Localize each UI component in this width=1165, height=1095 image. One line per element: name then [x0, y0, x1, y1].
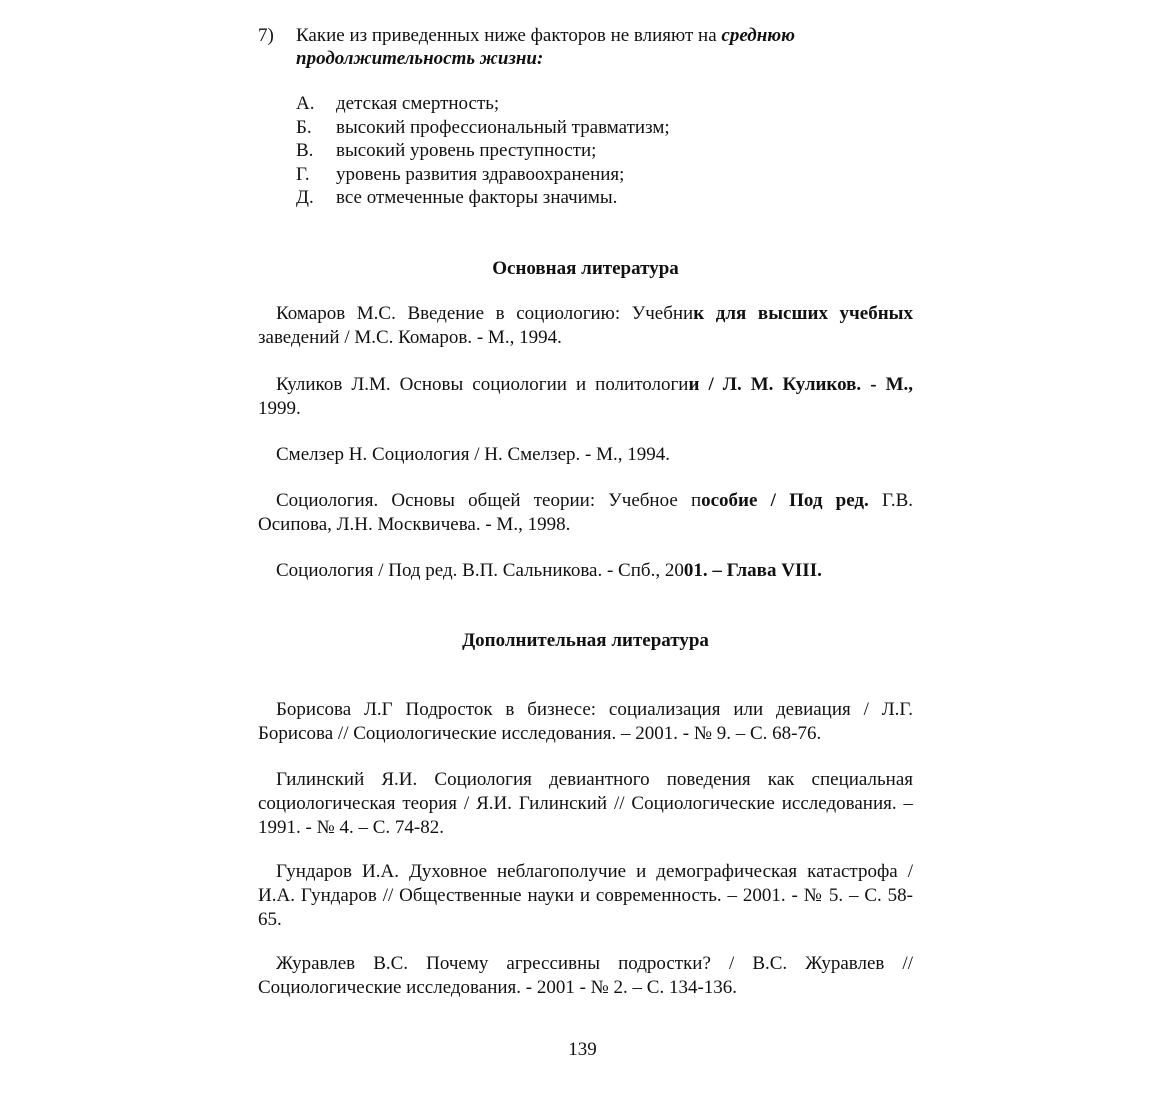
main-reference	[258, 559, 913, 583]
answer-options	[296, 92, 670, 210]
answer-option	[296, 139, 670, 163]
additional-reference: Гундаров И.А. Духовное неблагополучие и демографическая катастрофа / И.А. Гундаров // Общественные науки и современность. – 2001. - № 5. – С. 58-65.	[258, 861, 913, 930]
option-letter: В.	[296, 140, 314, 161]
reference-text: Комаров М.С. Введение в социологию: Учебни	[276, 303, 694, 324]
option-letter: Г.	[296, 163, 310, 185]
answer-option	[296, 163, 670, 187]
option-letter: А.	[296, 93, 315, 114]
main-reference	[258, 443, 913, 467]
main-reference	[258, 302, 913, 350]
main-reference	[258, 373, 913, 421]
question-colon: :	[536, 48, 544, 69]
main-literature-heading: Основная литература	[492, 258, 679, 279]
additional-reference: Борисова Л.Г Подросток в бизнесе: социализация или девиация / Л.Г. Борисова // Социологические исследования. – 2001. - № 9. – С. 68-76.	[258, 699, 913, 744]
reference-bold-text: и / Л. М. Куликов. - М.,	[688, 374, 914, 395]
question-emphasis: среднюю продолжительность жизни	[296, 25, 796, 69]
answer-option	[296, 92, 670, 116]
option-text: высокий уровень преступности;	[336, 140, 597, 161]
additional-literature-heading: Дополнительная литература	[462, 630, 709, 651]
main-reference	[258, 489, 913, 537]
reference-tail-text: Г.В. Осипова, Л.Н. Москвичева. - М., 1998.	[258, 490, 913, 535]
answer-option	[296, 116, 670, 140]
option-letter: Д.	[296, 187, 314, 208]
reference-text: Куликов Л.М. Основы социологии и политологи	[276, 374, 689, 395]
answer-option	[296, 186, 670, 210]
reference-tail-text: 1999.	[258, 398, 301, 419]
option-letter: Б.	[296, 116, 312, 138]
question-text	[296, 24, 913, 70]
option-text: уровень развития здравоохранения;	[336, 163, 625, 185]
question-7	[258, 24, 913, 70]
page-number: 139	[568, 1039, 597, 1060]
option-text: все отмеченные факторы значимы.	[336, 187, 618, 208]
reference-bold-text: особие / Под ред.	[701, 490, 869, 511]
reference-text: Смелзер Н. Социология / Н. Смелзер. - М., 1994.	[276, 444, 670, 465]
reference-text: Социология / Под ред. В.П. Сальникова. - Спб., 20	[276, 560, 684, 581]
question-text-start: Какие из приведенных ниже факторов не влияют на	[296, 25, 722, 46]
option-text: высокий профессиональный травматизм;	[336, 116, 670, 138]
reference-bold-text: к для высших учебных	[693, 303, 913, 324]
additional-reference: Журавлев В.С. Почему агрессивны подростки? / В.С. Журавлев // Социологические исследования. - 2001 - № 2. – С. 134-136.	[258, 953, 913, 998]
reference-tail-text: заведений / М.С. Комаров. - М., 1994.	[258, 327, 562, 348]
reference-text: Социология. Основы общей теории: Учебное п	[276, 490, 702, 511]
option-text: детская смертность;	[336, 93, 500, 114]
additional-reference: Гилинский Я.И. Социология девиантного поведения как специальная социологическая теория / Я.И. Гилинский // Социологические исследования. – 1991. - № 4. – С. 74-82.	[258, 769, 913, 838]
reference-bold-text: 01. – Глава VIII.	[683, 560, 822, 581]
question-number: 7)	[258, 25, 274, 46]
